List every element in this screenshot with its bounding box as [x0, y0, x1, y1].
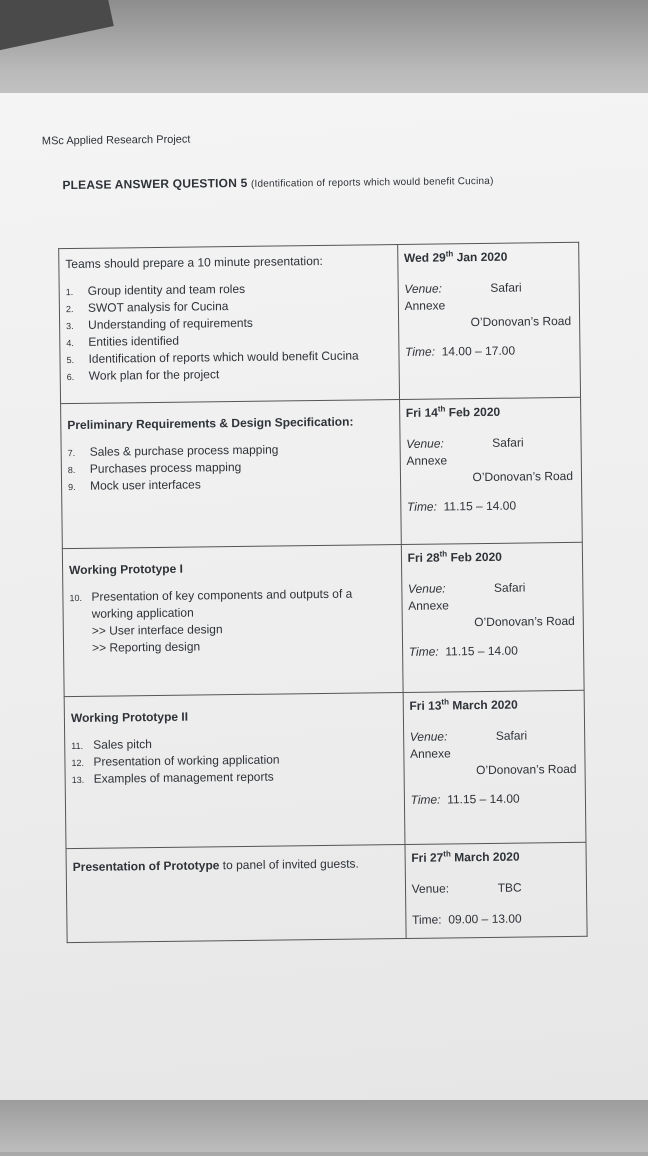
- date-day: Fri 27: [411, 850, 444, 865]
- venue-value: Safari: [495, 728, 528, 743]
- session-items: [68, 440, 394, 495]
- time-label: Time:: [406, 499, 437, 514]
- item-text: Identification of reports which would benefit Cucina: [88, 348, 359, 366]
- session-schedule: [403, 690, 586, 844]
- session-details: [66, 844, 406, 942]
- item-number: 6.: [66, 371, 75, 383]
- item-number: 11.: [71, 740, 84, 752]
- date-suffix: th: [443, 849, 451, 859]
- time-value: 14.00 – 17.00: [441, 343, 516, 359]
- date-day: Fri 13: [409, 698, 442, 713]
- session-date: [409, 696, 578, 713]
- session-details: [62, 545, 402, 697]
- session-schedule: [405, 842, 587, 938]
- time-label: Time:: [405, 344, 436, 359]
- time-value: 11.15 – 14.00: [443, 498, 517, 514]
- question-main: PLEASE ANSWER QUESTION 5: [62, 175, 248, 193]
- item-text: Sales & purchase process mapping: [89, 442, 279, 459]
- table-row: [66, 842, 587, 942]
- item-number: 7.: [67, 447, 76, 459]
- venue-annex: Annexe: [408, 598, 449, 613]
- venue-row: [404, 279, 573, 298]
- venue-road: O’Donovan’s Road: [475, 761, 577, 778]
- table-row: [64, 690, 586, 848]
- list-item: [67, 364, 393, 385]
- venue-label: Venue:: [411, 881, 450, 896]
- date-suffix: th: [437, 404, 446, 414]
- date-suffix: th: [439, 549, 448, 559]
- time-value: 09.00 – 13.00: [448, 911, 522, 927]
- document-header: MSc Applied Research Project: [41, 133, 191, 148]
- session-items: [71, 733, 397, 788]
- session-title: [73, 856, 399, 874]
- session-items: [66, 279, 393, 385]
- session-schedule: [399, 397, 582, 544]
- time-row: [410, 790, 579, 809]
- sub-item: >> Reporting design: [91, 639, 201, 655]
- venue-row: [412, 879, 581, 898]
- question-sub: (Identification of reports which would benefit Cucina): [250, 175, 494, 190]
- list-item: [68, 474, 394, 495]
- date-day: Fri 28: [407, 550, 440, 565]
- date-rest: Jan 2020: [453, 249, 508, 265]
- time-row: [409, 642, 578, 661]
- venue-label: Venue:: [404, 281, 443, 296]
- item-text: Entities identified: [88, 333, 180, 349]
- item-number: 9.: [68, 481, 76, 493]
- venue-value: TBC: [497, 880, 522, 895]
- time-label: Time:: [410, 792, 441, 807]
- session-details: [64, 692, 404, 848]
- session-items: [69, 585, 395, 623]
- session-title: Working Prototype II: [70, 709, 189, 726]
- session-title-rest: to panel of invited guests.: [219, 856, 359, 873]
- venue-annex: Annexe: [409, 746, 451, 761]
- session-title: Teams should prepare a 10 minute presentation:: [65, 253, 323, 272]
- item-number: 8.: [67, 464, 76, 476]
- item-text: Work plan for the project: [88, 367, 220, 383]
- table-row: [62, 542, 584, 696]
- time-value: 11.15 – 14.00: [445, 643, 518, 659]
- session-schedule: [401, 542, 584, 692]
- sub-item: >> User interface design: [91, 622, 223, 638]
- venue-annex: Annexe: [406, 453, 448, 468]
- time-label: Time:: [411, 912, 442, 927]
- session-title-bold: Presentation of Prototype: [72, 858, 220, 875]
- date-day: Wed 29: [403, 250, 446, 265]
- venue-value: Safari: [492, 435, 524, 450]
- item-text: Presentation of key components and outputs of a working application: [91, 586, 353, 621]
- item-text: Understanding of requirements: [88, 315, 253, 332]
- time-value: 11.15 – 14.00: [447, 791, 520, 807]
- item-text: Group identity and team roles: [87, 281, 246, 298]
- venue-row: [408, 579, 577, 598]
- item-text: Presentation of working application: [93, 752, 280, 769]
- item-text: Examples of management reports: [93, 769, 274, 786]
- item-number: 2.: [65, 303, 74, 315]
- item-text: Purchases process mapping: [89, 459, 242, 476]
- venue-value: Safari: [493, 580, 526, 595]
- list-item: [69, 585, 395, 623]
- question-instruction: [62, 173, 493, 192]
- session-title: Preliminary Requirements & Design Specification:: [67, 414, 354, 433]
- item-number: 4.: [66, 337, 74, 349]
- schedule-table: [58, 242, 587, 943]
- session-details: [61, 400, 401, 549]
- venue-annex: Annexe: [404, 298, 446, 313]
- venue-value: Safari: [490, 280, 522, 295]
- date-suffix: th: [441, 697, 450, 707]
- table-row: [61, 397, 583, 548]
- venue-row: [406, 434, 575, 453]
- session-date: [404, 248, 573, 265]
- venue-road: O’Donovan’s Road: [474, 613, 575, 630]
- item-number: 10.: [69, 592, 83, 604]
- session-title: Working Prototype I: [69, 561, 183, 578]
- time-row: [412, 910, 581, 929]
- venue-road: O’Donovan’s Road: [470, 313, 572, 330]
- venue-label: Venue:: [409, 729, 448, 744]
- item-number: 13.: [71, 774, 85, 786]
- item-text: SWOT analysis for Cucina: [87, 299, 229, 315]
- time-label: Time:: [408, 644, 439, 659]
- venue-road: O’Donovan’s Road: [472, 468, 574, 485]
- session-date: [406, 403, 575, 420]
- time-row: [407, 497, 576, 516]
- list-item: [72, 767, 398, 788]
- date-rest: Feb 2020: [447, 549, 502, 565]
- date-rest: March 2020: [450, 849, 520, 865]
- item-number: 3.: [66, 320, 74, 332]
- item-number: 12.: [71, 757, 85, 769]
- session-date: [411, 848, 580, 865]
- session-details: [59, 245, 400, 404]
- time-row: [405, 342, 574, 361]
- session-schedule: [397, 242, 580, 399]
- item-number: 1.: [65, 286, 74, 298]
- venue-row: [410, 727, 579, 746]
- venue-label: Venue:: [406, 436, 444, 451]
- table-row: [59, 242, 581, 403]
- date-rest: Feb 2020: [445, 404, 501, 420]
- item-text: Mock user interfaces: [89, 477, 201, 493]
- date-rest: March 2020: [448, 697, 518, 713]
- item-number: 5.: [66, 354, 75, 366]
- date-suffix: th: [445, 249, 454, 259]
- date-day: Fri 14: [405, 405, 438, 420]
- session-date: [408, 548, 577, 565]
- item-text: Sales pitch: [93, 737, 153, 752]
- venue-label: Venue:: [407, 581, 446, 596]
